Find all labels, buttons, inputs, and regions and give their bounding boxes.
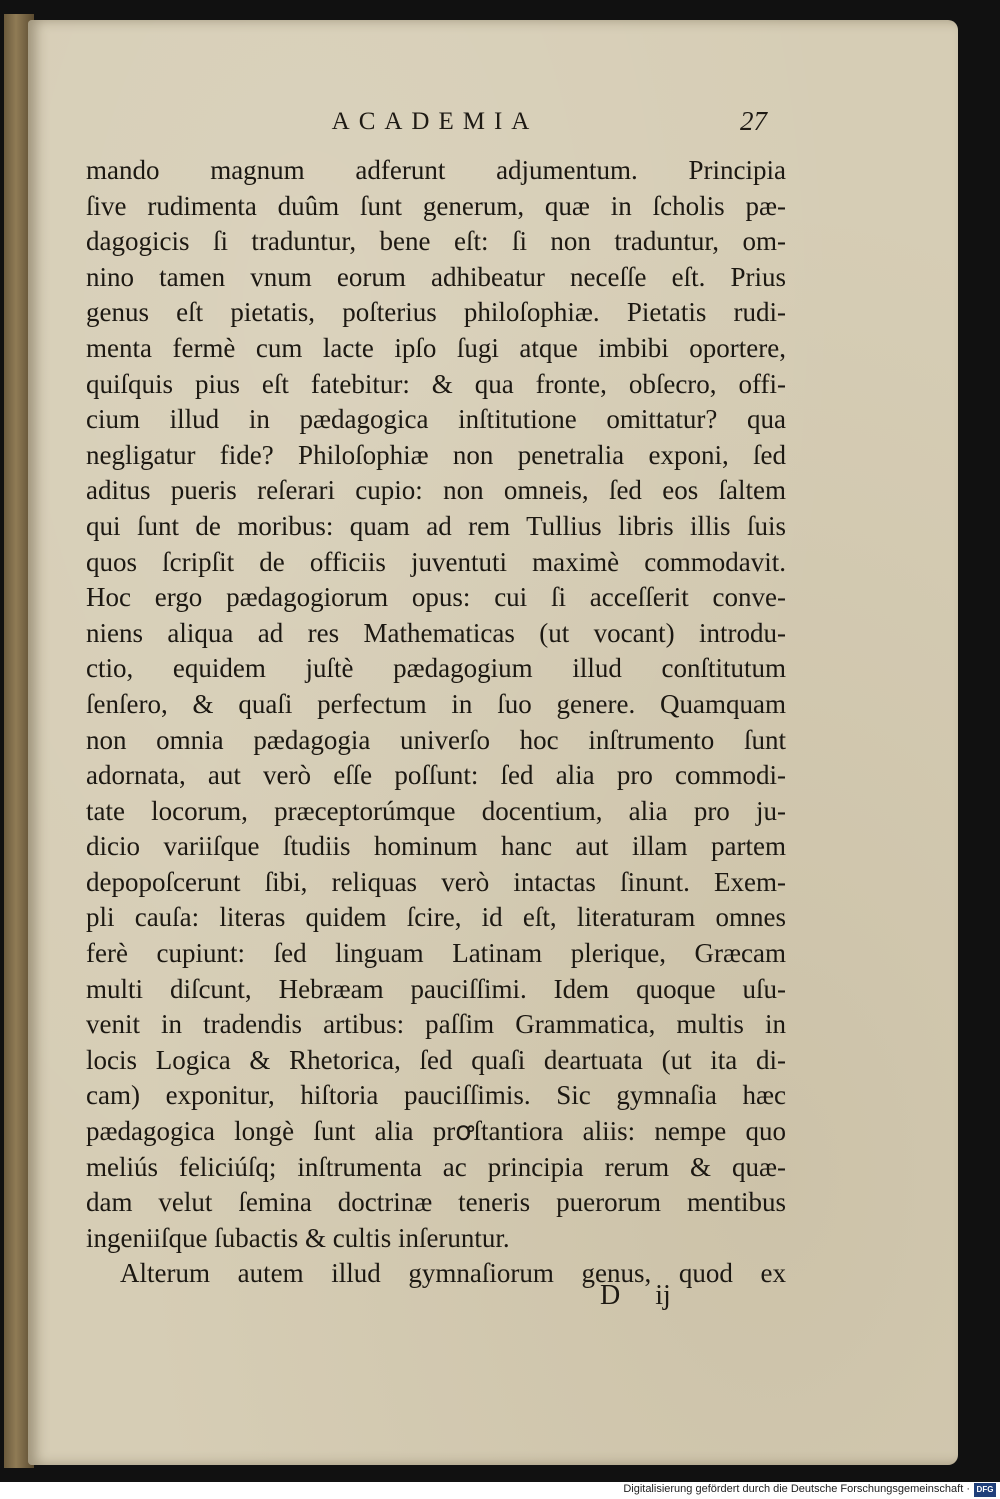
text-line: dagogicis ſi traduntur, bene eſt: ſi non traduntur, om- bbox=[86, 226, 786, 257]
text-line: tate locorum, præceptorúmque docentium, alia pro ju- bbox=[86, 795, 786, 826]
text-line: cam) exponitur, hiſtoria pauciſſimis. Sic gymnaſia hæc bbox=[86, 1080, 786, 1111]
text-line: nino tamen vnum eorum adhibeatur neceſſe eſt. Prius bbox=[86, 261, 786, 292]
text-line: mando magnum adferunt adjumentum. Principia bbox=[86, 155, 786, 185]
text-line: depopoſcerunt ſibi, reliquas verò intactas ſinunt. Exem- bbox=[86, 866, 786, 897]
text-line: aditus pueris reſerari cupio: non omneis, ſed eos ſaltem bbox=[86, 475, 786, 506]
text-line: ingeniiſque ſubactis & cultis inſeruntur. bbox=[86, 1222, 510, 1253]
text-line: venit in tradendis artibus: paſſim Grammatica, multis in bbox=[86, 1009, 786, 1040]
text-line: dicio variiſque ſtudiis hominum hanc aut illam partem bbox=[86, 831, 786, 862]
funding-credit: Digitalisierung gefördert durch die Deutsche Forschungsgemeinschaft · bbox=[623, 1483, 970, 1495]
text-line: locis Logica & Rhetorica, ſed quaſi deartuata (ut ita di- bbox=[86, 1044, 786, 1075]
text-line: genus eſt pietatis, poſterius philoſophiæ. Pietatis rudi- bbox=[86, 297, 786, 328]
text-line: pli cauſa: literas quidem ſcire, id eſt, literaturam omnes bbox=[86, 902, 786, 933]
text-line: cium illud in pædagogica inſtitutione omittatur? qua bbox=[86, 404, 786, 435]
text-line: multi diſcunt, Hebræam pauciſſimi. Idem quoque uſu- bbox=[86, 973, 786, 1004]
text-line: pædagogica longè ſunt alia prꝍſtantiora aliis: nempe quo bbox=[86, 1116, 786, 1147]
text-line: negligatur fide? Philoſophiæ non penetralia exponi, ſed bbox=[86, 439, 786, 470]
body-text bbox=[86, 153, 786, 1292]
text-line: ſive rudimenta duûm ſunt generum, quæ in ſcholis pæ- bbox=[86, 190, 786, 221]
text-line: qui ſunt de moribus: quam ad rem Tullius libris illis ſuis bbox=[86, 510, 786, 541]
running-head-title: ACADEMIA bbox=[331, 108, 539, 135]
text-line: quiſquis pius eſt fatebitur: & qua fronte, obſecro, offi- bbox=[86, 368, 786, 399]
text-line: ferè cupiunt: ſed linguam Latinam plerique, Græcam bbox=[86, 938, 786, 969]
text-line: non omnia pædagogia univerſo hoc inſtrumento ſunt bbox=[86, 724, 786, 755]
text-line: quos ſcripſit de officiis juventuti maximè commodavit. bbox=[86, 546, 786, 577]
text-line: niens aliqua ad res Mathematicas (ut vocant) introdu- bbox=[86, 617, 786, 648]
text-line: Hoc ergo pædagogiorum opus: cui ſi acceſſerit conve- bbox=[86, 582, 786, 613]
running-head bbox=[0, 108, 1000, 148]
text-line: ſenſero, & quaſi perfectum in ſuo genere. Quamquam bbox=[86, 688, 786, 719]
text-line: dam velut ſemina doctrinæ teneris puerorum mentibus bbox=[86, 1187, 786, 1218]
paragraph-first-line: Alterum autem illud gymnaſiorum genus, quod ex bbox=[120, 1258, 786, 1289]
text-line: meliús feliciúſq; inſtrumenta ac principia rerum & quæ- bbox=[86, 1151, 786, 1182]
dfg-logo-icon: DFG bbox=[974, 1483, 996, 1497]
footer-bar bbox=[0, 1482, 1000, 1499]
text-line: ctio, equidem juſtè pædagogium illud conſtitutum bbox=[86, 653, 786, 684]
text-line: menta fermè cum lacte ipſo ſugi atque imbibi oportere, bbox=[86, 332, 786, 363]
text-line: adornata, aut verò eſſe poſſunt: ſed alia pro commodi- bbox=[86, 760, 786, 791]
page-number: 27 bbox=[740, 106, 767, 136]
signature-mark: D ij bbox=[600, 1280, 671, 1311]
